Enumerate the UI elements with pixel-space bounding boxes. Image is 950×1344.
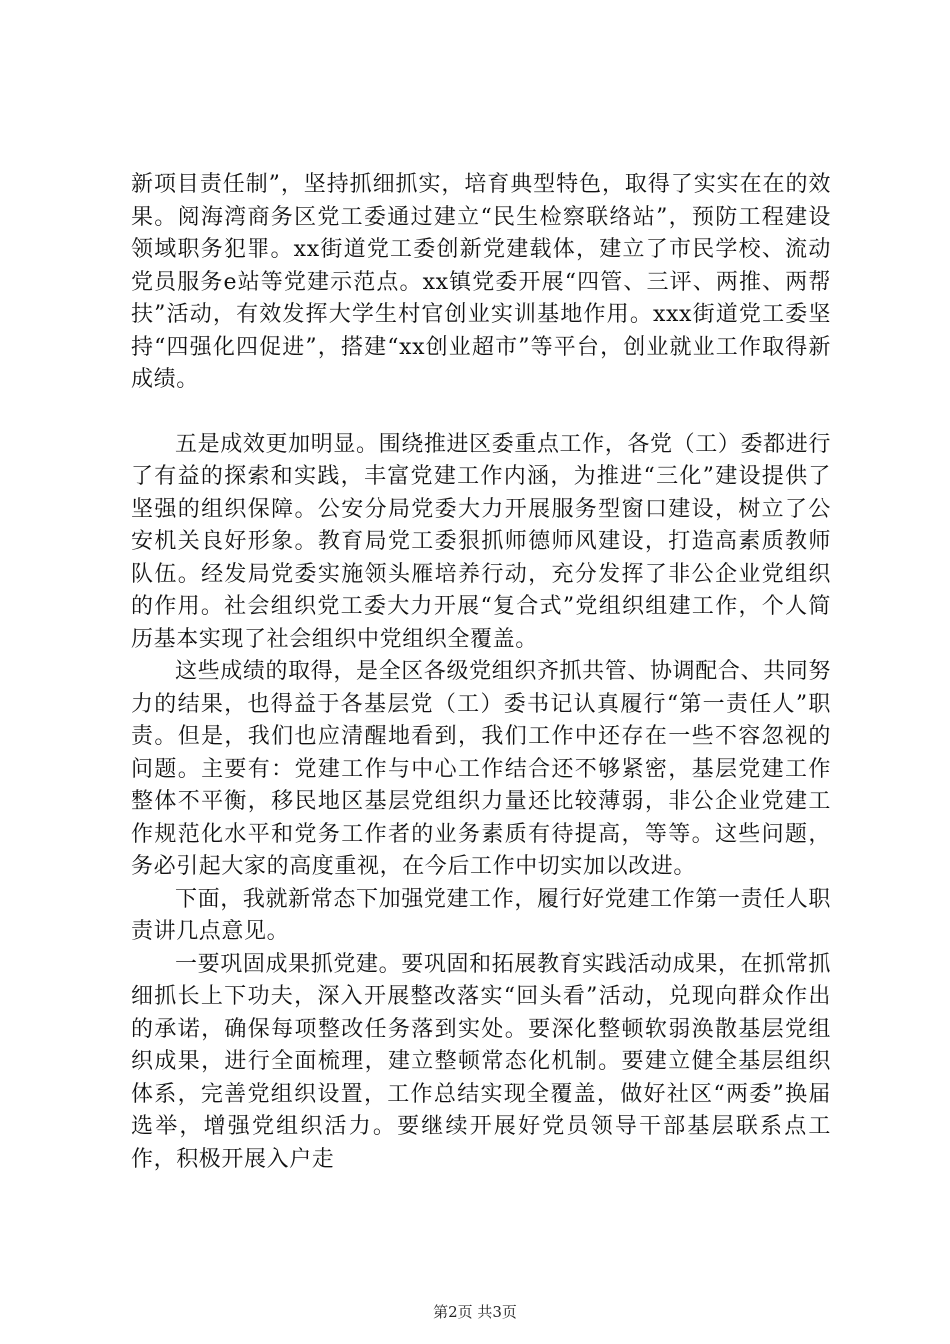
paragraph-achievements-problems: 这些成绩的取得，是全区各级党组织齐抓共管、协调配合、共同努力的结果，也得益于各基层党（工）委书记认真履行“第一责任人”职责。但是，我们也应清醒地看到，我们工作中还存在一些不容忽视的问题。主要有：党建工作与中心工作结合还不够紧密，基层党建工作整体不平衡，移民地区基层党组织力量还比较薄弱，非公企业党建工作规范化水平和党务工作者的业务素质有待提高，等等。这些问题，务必引起大家的高度重视，在今后工作中切实加以改进。	[131, 659, 831, 879]
paragraph-introduction-opinions: 下面，我就新常态下加强党建工作，履行好党建工作第一责任人职责讲几点意见。	[131, 886, 831, 944]
paragraph-point-five: 五是成效更加明显。围绕推进区委重点工作，各党（工）委都进行了有益的探索和实践，丰富党建工作内涵，为推进“三化”建设提供了坚强的组织保障。公安分局党委大力开展服务型窗口建设，树立了公安机关良好形象。教育局党工委狠抓师德师风建设，打造高素质教师队伍。经发局党委实施领头雁培养行动，充分发挥了非公企业党组织的作用。社会组织党工委大力开展“复合式”党组织组建工作，个人简历基本实现了社会组织中党组织全覆盖。	[131, 431, 831, 652]
paragraph-point-one: 一要巩固成果抓党建。要巩固和拓展教育实践活动成果，在抓常抓细抓长上下功夫，深入开展整改落实“回头看”活动，兑现向群众作出的承诺，确保每项整改任务落到实处。要深化整顿软弱涣散基层党组织成果，进行全面梳理，建立整顿常态化机制。要建立健全基层组织体系，完善党组织设置，工作总结实现全覆盖，做好社区“两委”换届选举，增强党组织活力。要继续开展好党员领导干部基层联系点工作，积极开展入户走	[131, 951, 831, 1172]
paragraph-continuation: 新项目责任制”，坚持抓细抓实，培育典型特色，取得了实实在在的效果。阅海湾商务区党工委通过建立“民生检察联络站”，预防工程建设领域职务犯罪。xx街道党工委创新党建载体，建立了市民学校、流动党员服务e站等党建示范点。xx镇党委开展“四管、三评、两推、两帮扶”活动，有效发挥大学生村官创业实训基地作用。xxx街道党工委坚持“四强化四促进”，搭建“xx创业超市”等平台，创业就业工作取得新成绩。	[131, 172, 831, 392]
document-body	[131, 169, 831, 1176]
page-number-footer: 第2页 共3页	[433, 1303, 517, 1321]
